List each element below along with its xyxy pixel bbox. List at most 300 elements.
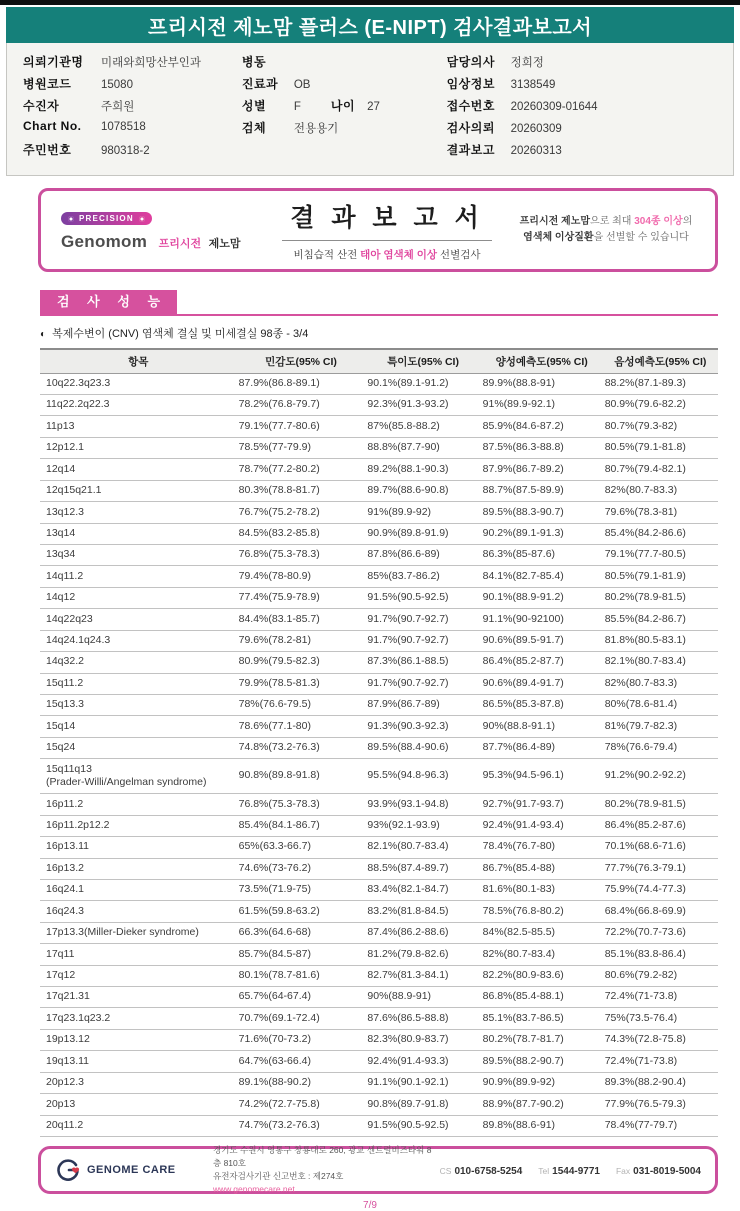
npv-cell: 74.3%(72.8-75.8) xyxy=(603,1029,718,1050)
ppv-cell: 90.2%(89.1-91.3) xyxy=(481,523,603,544)
col-header-ppv: 양성예측도(95% CI) xyxy=(481,349,603,374)
npv-cell: 80.7%(79.4-82.1) xyxy=(603,459,718,480)
specificity-cell: 90%(88.9-91) xyxy=(365,987,480,1008)
specificity-cell: 91.5%(90.5-92.5) xyxy=(365,1115,480,1136)
footer-address xyxy=(213,1144,440,1197)
ppv-cell: 90.9%(89.9-92) xyxy=(481,1072,603,1093)
ppv-cell: 91.1%(90-92100) xyxy=(481,609,603,630)
specificity-cell: 91.5%(90.5-92.5) xyxy=(365,587,480,608)
npv-cell: 78.4%(77-79.7) xyxy=(603,1115,718,1136)
info-field-label: 병동 xyxy=(241,55,267,69)
ppv-cell: 81.6%(80.1-83) xyxy=(481,879,603,900)
specificity-cell: 91.7%(90.7-92.7) xyxy=(365,609,480,630)
npv-cell: 80.5%(79.1-81.8) xyxy=(603,437,718,458)
table-row xyxy=(40,459,718,480)
region-cell: 14q32.2 xyxy=(40,652,237,673)
info-field-value: 미래와희망산부인과 xyxy=(101,57,201,69)
report-title: 결 과 보 고 서 xyxy=(282,198,492,241)
specificity-cell: 82.1%(80.7-83.4) xyxy=(365,837,480,858)
table-row xyxy=(40,502,718,523)
ppv-cell: 90%(88.8-91.1) xyxy=(481,716,603,737)
info-field-value: 15080 xyxy=(101,79,133,91)
footer-contacts xyxy=(440,1161,701,1179)
ppv-cell: 86.7%(85.4-88) xyxy=(481,858,603,879)
right-line1-pink: 304종 이상 xyxy=(634,216,683,227)
table-row xyxy=(40,566,718,587)
info-field-value: 3138549 xyxy=(510,79,556,91)
performance-table xyxy=(40,348,718,1137)
table-row xyxy=(40,609,718,630)
report-title-block xyxy=(263,198,511,262)
specificity-cell: 87.9%(86.7-89) xyxy=(365,694,480,715)
performance-table-body xyxy=(40,373,718,1136)
right-line1-bold: 프리시전 제노맘 xyxy=(519,216,591,227)
specificity-cell: 91.7%(90.7-92.7) xyxy=(365,630,480,651)
specificity-cell: 91%(89.9-92) xyxy=(365,502,480,523)
npv-cell: 91.2%(90.2-92.2) xyxy=(603,759,718,794)
table-row xyxy=(40,480,718,501)
specificity-cell: 90.1%(89.1-91.2) xyxy=(365,373,480,394)
ppv-cell: 89.5%(88.3-90.7) xyxy=(481,502,603,523)
sensitivity-cell: 64.7%(63-66.4) xyxy=(237,1051,366,1072)
sensitivity-cell: 76.8%(75.3-78.3) xyxy=(237,794,366,815)
npv-cell: 80.2%(78.9-81.5) xyxy=(603,794,718,815)
patient-info-col1 xyxy=(23,53,242,163)
patient-info-row xyxy=(23,75,242,97)
region-cell: 17q12 xyxy=(40,965,237,986)
top-border-bar xyxy=(0,0,740,5)
region-cell: 20p12.3 xyxy=(40,1072,237,1093)
npv-cell: 79.6%(78.3-81) xyxy=(603,502,718,523)
info-field-label: 나이 xyxy=(330,99,356,113)
col-header-npv: 음성예측도(95% CI) xyxy=(603,349,718,374)
patient-info-row xyxy=(242,75,447,97)
info-field-label: 수진자 xyxy=(23,99,60,113)
ppv-cell: 82.2%(80.9-83.6) xyxy=(481,965,603,986)
info-field-value: 전용용기 xyxy=(293,123,339,135)
footer-address-line1: 경기도 수원시 영통구 창룡대로 260, 광교 센트럴비즈타워 8층 810호 xyxy=(213,1144,432,1168)
npv-cell: 80.2%(78.9-81.5) xyxy=(603,587,718,608)
patient-info-row xyxy=(447,97,729,119)
patient-info-section xyxy=(6,43,734,176)
table-row xyxy=(40,794,718,815)
sensitivity-cell: 74.6%(73-76.2) xyxy=(237,858,366,879)
ppv-cell: 86.5%(85.3-87.8) xyxy=(481,694,603,715)
col-header-specificity: 특이도(95% CI) xyxy=(365,349,480,374)
ppv-cell: 90.6%(89.5-91.7) xyxy=(481,630,603,651)
region-cell: 14q12 xyxy=(40,587,237,608)
npv-cell: 68.4%(66.8-69.9) xyxy=(603,901,718,922)
region-cell: 15q13.3 xyxy=(40,694,237,715)
tel-label: Tel xyxy=(538,1166,550,1176)
region-cell: 16q24.1 xyxy=(40,879,237,900)
specificity-cell: 85%(83.7-86.2) xyxy=(365,566,480,587)
info-field-label: 결과보고 xyxy=(446,143,495,157)
info-field-value: 27 xyxy=(367,101,380,113)
table-row xyxy=(40,901,718,922)
sensitivity-cell: 84.5%(83.2-85.8) xyxy=(237,523,366,544)
precision-badge xyxy=(61,212,152,225)
patient-info-row xyxy=(242,53,447,75)
npv-cell: 77.9%(76.5-79.3) xyxy=(603,1094,718,1115)
ppv-cell: 80.2%(78.7-81.7) xyxy=(481,1029,603,1050)
fax-number: 031-8019-5004 xyxy=(633,1166,701,1177)
sensitivity-cell: 65%(63.3-66.7) xyxy=(237,837,366,858)
info-field-value: 980318-2 xyxy=(101,145,150,157)
sensitivity-cell: 80.3%(78.8-81.7) xyxy=(237,480,366,501)
ppv-cell: 87.7%(86.4-89) xyxy=(481,737,603,758)
region-cell: 14q22q23 xyxy=(40,609,237,630)
sensitivity-cell: 90.8%(89.8-91.8) xyxy=(237,759,366,794)
cs-number: 010-6758-5254 xyxy=(454,1166,523,1177)
info-field-label: Chart No. xyxy=(23,119,82,133)
report-subtitle-suffix: 선별검사 xyxy=(437,249,481,261)
info-field-label: 담당의사 xyxy=(446,55,495,69)
info-field-value: F xyxy=(293,101,301,113)
col-header-item: 항목 xyxy=(40,349,237,374)
table-row xyxy=(40,416,718,437)
ppv-cell: 95.3%(94.5-96.1) xyxy=(481,759,603,794)
specificity-cell: 83.2%(81.8-84.5) xyxy=(365,901,480,922)
npv-cell: 85.4%(84.2-86.6) xyxy=(603,523,718,544)
ppv-cell: 92.7%(91.7-93.7) xyxy=(481,794,603,815)
table-row xyxy=(40,1029,718,1050)
info-field-value: 주희원 xyxy=(101,101,135,113)
region-cell: 14q11.2 xyxy=(40,566,237,587)
ppv-cell: 92.4%(91.4-93.4) xyxy=(481,815,603,836)
info-field-value: 20260309-01644 xyxy=(510,101,598,113)
badge-dot-icon xyxy=(139,216,145,222)
section-title: 검 사 성 능 xyxy=(40,290,177,314)
table-note xyxy=(40,325,718,341)
region-cell: 17p13.3(Miller-Dieker syndrome) xyxy=(40,922,237,943)
banner-right-line2 xyxy=(511,230,701,246)
table-row xyxy=(40,587,718,608)
region-cell: 10q22.3q23.3 xyxy=(40,373,237,394)
patient-info-row xyxy=(447,141,729,163)
ppv-cell: 85.9%(84.6-87.2) xyxy=(481,416,603,437)
specificity-cell: 95.5%(94.8-96.3) xyxy=(365,759,480,794)
patient-info-col3 xyxy=(447,53,729,163)
report-subtitle xyxy=(263,247,511,262)
sensitivity-cell: 73.5%(71.9-75) xyxy=(237,879,366,900)
sensitivity-cell: 65.7%(64-67.4) xyxy=(237,987,366,1008)
sensitivity-cell: 78.5%(77-79.9) xyxy=(237,437,366,458)
right-line2-bold: 염색체 이상질환 xyxy=(523,232,594,243)
npv-cell: 82%(80.7-83.3) xyxy=(603,480,718,501)
info-field-label: 진료과 xyxy=(241,77,279,91)
sensitivity-cell: 71.6%(70-73.2) xyxy=(237,1029,366,1050)
npv-cell: 81%(79.7-82.3) xyxy=(603,716,718,737)
footer-tel xyxy=(538,1161,600,1179)
region-cell: 16p13.11 xyxy=(40,837,237,858)
npv-cell: 80%(78.6-81.4) xyxy=(603,694,718,715)
info-field-label: 의뢰기관명 xyxy=(23,55,84,69)
info-field-value: 정희정 xyxy=(510,57,544,69)
table-row xyxy=(40,944,718,965)
banner-right-line1 xyxy=(511,214,701,230)
ppv-cell: 84.1%(82.7-85.4) xyxy=(481,566,603,587)
specificity-cell: 82.3%(80.9-83.7) xyxy=(365,1029,480,1050)
precision-badge-label: PRECISION xyxy=(79,214,134,223)
brand-logo-text: Genomom xyxy=(61,231,148,251)
ppv-cell: 86.3%(85-87.6) xyxy=(481,544,603,565)
region-cell: 15q24 xyxy=(40,737,237,758)
sensitivity-cell: 85.4%(84.1-86.7) xyxy=(237,815,366,836)
specificity-cell: 87.6%(86.5-88.8) xyxy=(365,1008,480,1029)
table-row xyxy=(40,544,718,565)
ppv-cell: 88.9%(87.7-90.2) xyxy=(481,1094,603,1115)
sensitivity-cell: 79.1%(77.7-80.6) xyxy=(237,416,366,437)
region-cell: 16p11.2 xyxy=(40,794,237,815)
info-field-value: 1078518 xyxy=(101,121,146,133)
region-cell: 16q24.3 xyxy=(40,901,237,922)
npv-cell: 86.4%(85.2-87.6) xyxy=(603,815,718,836)
sensitivity-cell: 79.9%(78.5-81.3) xyxy=(237,673,366,694)
specificity-cell: 91.1%(90.1-92.1) xyxy=(365,1072,480,1093)
info-field-label: 성별 xyxy=(241,99,267,113)
table-row xyxy=(40,630,718,651)
info-field-value: OB xyxy=(293,79,311,91)
region-cell: 13q14 xyxy=(40,523,237,544)
sensitivity-cell: 66.3%(64.6-68) xyxy=(237,922,366,943)
table-row xyxy=(40,694,718,715)
sensitivity-cell: 84.4%(83.1-85.7) xyxy=(237,609,366,630)
region-cell: 17q11 xyxy=(40,944,237,965)
npv-cell: 80.6%(79.2-82) xyxy=(603,965,718,986)
sensitivity-cell: 74.2%(72.7-75.8) xyxy=(237,1094,366,1115)
specificity-cell: 88.5%(87.4-89.7) xyxy=(365,858,480,879)
info-field-label: 접수번호 xyxy=(446,99,495,113)
npv-cell: 80.5%(79.1-81.9) xyxy=(603,566,718,587)
sensitivity-cell: 78.2%(76.8-79.7) xyxy=(237,395,366,416)
patient-info-row xyxy=(447,119,729,141)
table-row xyxy=(40,716,718,737)
table-row xyxy=(40,673,718,694)
npv-cell: 72.2%(70.7-73.6) xyxy=(603,922,718,943)
table-row xyxy=(40,737,718,758)
npv-cell: 80.7%(79.3-82) xyxy=(603,416,718,437)
banner-right-note xyxy=(511,214,701,246)
npv-cell: 85.5%(84.2-86.7) xyxy=(603,609,718,630)
right-line2-end: 을 선별할 수 있습니다 xyxy=(593,232,689,243)
brand-kr-pink: 프리시전 xyxy=(158,237,202,250)
footer-address-line2: 유전자검사기관 신고번호 : 제274호 xyxy=(213,1171,344,1181)
right-line1-end: 의 xyxy=(682,216,693,227)
table-row xyxy=(40,437,718,458)
sensitivity-cell: 79.4%(78-80.9) xyxy=(237,566,366,587)
ppv-cell: 86.4%(85.2-87.7) xyxy=(481,652,603,673)
patient-info-row xyxy=(447,75,729,97)
brand-line xyxy=(61,232,263,252)
npv-cell: 82%(80.7-83.3) xyxy=(603,673,718,694)
region-cell: 12q14 xyxy=(40,459,237,480)
specificity-cell: 87.4%(86.2-88.6) xyxy=(365,922,480,943)
ppv-cell: 91%(89.9-92.1) xyxy=(481,395,603,416)
ppv-cell: 84%(82.5-85.5) xyxy=(481,922,603,943)
page-number: 7/9 xyxy=(363,1200,377,1211)
region-cell: 19q13.11 xyxy=(40,1051,237,1072)
region-cell: 20p13 xyxy=(40,1094,237,1115)
badge-dot-icon xyxy=(68,216,74,222)
genomecare-logo xyxy=(55,1157,213,1183)
table-row xyxy=(40,1051,718,1072)
patient-info-row xyxy=(23,53,242,75)
ppv-cell: 78.5%(76.8-80.2) xyxy=(481,901,603,922)
specificity-cell: 89.2%(88.1-90.3) xyxy=(365,459,480,480)
sensitivity-cell: 74.8%(73.2-76.3) xyxy=(237,737,366,758)
table-row xyxy=(40,987,718,1008)
sensitivity-cell: 74.7%(73.2-76.3) xyxy=(237,1115,366,1136)
brand-kr-dark: 제노맘 xyxy=(208,237,241,250)
specificity-cell: 82.7%(81.3-84.1) xyxy=(365,965,480,986)
sensitivity-cell: 76.8%(75.3-78.3) xyxy=(237,544,366,565)
specificity-cell: 91.7%(90.7-92.7) xyxy=(365,673,480,694)
col-header-sensitivity: 민감도(95% CI) xyxy=(237,349,366,374)
specificity-cell: 81.2%(79.8-82.6) xyxy=(365,944,480,965)
info-field-label: 검체 xyxy=(241,121,267,135)
fax-label: Fax xyxy=(615,1166,631,1176)
region-cell: 11p13 xyxy=(40,416,237,437)
specificity-cell: 87.8%(86.6-89) xyxy=(365,544,480,565)
table-row xyxy=(40,1094,718,1115)
page-title: 프리시전 제노맘 플러스 (E-NIPT) 검사결과보고서 xyxy=(147,16,593,39)
info-field-label: 병원코드 xyxy=(23,77,72,91)
ppv-cell: 89.5%(88.2-90.7) xyxy=(481,1051,603,1072)
region-cell: 13q34 xyxy=(40,544,237,565)
npv-cell: 75.9%(74.4-77.3) xyxy=(603,879,718,900)
info-field-label: 임상정보 xyxy=(446,77,495,91)
region-cell: 16p13.2 xyxy=(40,858,237,879)
sensitivity-cell: 77.4%(75.9-78.9) xyxy=(237,587,366,608)
report-subtitle-highlight: 태아 염색체 이상 xyxy=(360,249,438,261)
ppv-cell: 78.4%(76.7-80) xyxy=(481,837,603,858)
region-cell: 19p13.12 xyxy=(40,1029,237,1050)
sensitivity-cell: 80.9%(79.5-82.3) xyxy=(237,652,366,673)
sensitivity-cell: 78.7%(77.2-80.2) xyxy=(237,459,366,480)
patient-info-row xyxy=(23,141,242,163)
ppv-cell: 88.7%(87.5-89.9) xyxy=(481,480,603,501)
npv-cell: 89.3%(88.2-90.4) xyxy=(603,1072,718,1093)
specificity-cell: 90.9%(89.8-91.9) xyxy=(365,523,480,544)
ppv-cell: 86.8%(85.4-88.1) xyxy=(481,987,603,1008)
table-row xyxy=(40,373,718,394)
specificity-cell: 93.9%(93.1-94.8) xyxy=(365,794,480,815)
sensitivity-cell: 78.6%(77.1-80) xyxy=(237,716,366,737)
footer-cs xyxy=(440,1161,523,1179)
table-row xyxy=(40,922,718,943)
specificity-cell: 89.5%(88.4-90.6) xyxy=(365,737,480,758)
npv-cell: 79.1%(77.7-80.5) xyxy=(603,544,718,565)
npv-cell: 77.7%(76.3-79.1) xyxy=(603,858,718,879)
specificity-cell: 87%(85.8-88.2) xyxy=(365,416,480,437)
ppv-cell: 90.6%(89.4-91.7) xyxy=(481,673,603,694)
npv-cell: 85.1%(83.8-86.4) xyxy=(603,944,718,965)
table-row xyxy=(40,1072,718,1093)
region-cell: 17q23.1q23.2 xyxy=(40,1008,237,1029)
npv-cell: 82.1%(80.7-83.4) xyxy=(603,652,718,673)
specificity-cell: 88.8%(87.7-90) xyxy=(365,437,480,458)
specificity-cell: 92.3%(91.3-93.2) xyxy=(365,395,480,416)
region-cell: 15q11q13 (Prader-Willi/Angelman syndrome) xyxy=(40,759,237,794)
region-cell-line2: (Prader-Willi/Angelman syndrome) xyxy=(46,776,207,789)
region-cell: 11q22.2q22.3 xyxy=(40,395,237,416)
table-row xyxy=(40,837,718,858)
ppv-cell: 85.1%(83.7-86.5) xyxy=(481,1008,603,1029)
patient-info-row xyxy=(242,97,447,119)
genomecare-logo-icon xyxy=(55,1157,81,1183)
specificity-cell: 92.4%(91.4-93.3) xyxy=(365,1051,480,1072)
sensitivity-cell: 87.9%(86.8-89.1) xyxy=(237,373,366,394)
region-cell: 12p12.1 xyxy=(40,437,237,458)
result-report-banner xyxy=(38,188,718,272)
table-row xyxy=(40,815,718,836)
npv-cell: 72.4%(71-73.8) xyxy=(603,1051,718,1072)
npv-cell: 70.1%(68.6-71.6) xyxy=(603,837,718,858)
footer-fax xyxy=(616,1161,701,1179)
npv-cell: 88.2%(87.1-89.3) xyxy=(603,373,718,394)
patient-info-row xyxy=(23,97,242,119)
region-cell: 17q21.31 xyxy=(40,987,237,1008)
footer-website: www.genomecare.net xyxy=(213,1184,295,1195)
table-row xyxy=(40,965,718,986)
region-cell: 12q15q21.1 xyxy=(40,480,237,501)
table-row xyxy=(40,652,718,673)
sensitivity-cell: 80.1%(78.7-81.6) xyxy=(237,965,366,986)
half-circle-icon: ◐ xyxy=(40,328,47,340)
sensitivity-cell: 61.5%(59.8-63.2) xyxy=(237,901,366,922)
report-subtitle-prefix: 비침습적 산전 xyxy=(293,249,361,261)
table-row xyxy=(40,1008,718,1029)
specificity-cell: 93%(92.1-93.9) xyxy=(365,815,480,836)
table-row xyxy=(40,523,718,544)
region-cell: 14q24.1q24.3 xyxy=(40,630,237,651)
specificity-cell: 83.4%(82.1-84.7) xyxy=(365,879,480,900)
sensitivity-cell: 89.1%(88-90.2) xyxy=(237,1072,366,1093)
specificity-cell: 90.8%(89.7-91.8) xyxy=(365,1094,480,1115)
npv-cell: 75%(73.5-76.4) xyxy=(603,1008,718,1029)
info-field-label: 검사의뢰 xyxy=(446,121,495,135)
sensitivity-cell: 79.6%(78.2-81) xyxy=(237,630,366,651)
ppv-cell: 90.1%(88.9-91.2) xyxy=(481,587,603,608)
table-row xyxy=(40,1115,718,1136)
npv-cell: 80.9%(79.6-82.2) xyxy=(603,395,718,416)
sensitivity-cell: 78%(76.6-79.5) xyxy=(237,694,366,715)
specificity-cell: 91.3%(90.3-92.3) xyxy=(365,716,480,737)
npv-cell: 72.4%(71-73.8) xyxy=(603,987,718,1008)
region-cell: 15q11.2 xyxy=(40,673,237,694)
table-note-text: 복제수변이 (CNV) 염색체 결실 및 미세결실 98종 - 3/4 xyxy=(52,327,309,340)
report-header-banner xyxy=(6,7,734,43)
table-row xyxy=(40,759,718,794)
patient-info-col2 xyxy=(242,53,447,163)
table-row xyxy=(40,879,718,900)
specificity-cell: 89.7%(88.6-90.8) xyxy=(365,480,480,501)
section-header-bar xyxy=(40,290,718,316)
cs-label: CS xyxy=(439,1166,452,1176)
ppv-cell: 87.9%(86.7-89.2) xyxy=(481,459,603,480)
ppv-cell: 89.9%(88.8-91) xyxy=(481,373,603,394)
npv-cell: 78%(76.6-79.4) xyxy=(603,737,718,758)
table-row xyxy=(40,858,718,879)
ppv-cell: 89.8%(88.6-91) xyxy=(481,1115,603,1136)
right-line1-mid: 으로 최대 xyxy=(590,216,635,227)
tel-number: 1544-9771 xyxy=(552,1166,600,1177)
footer-box xyxy=(38,1146,718,1194)
table-row xyxy=(40,395,718,416)
info-field-value: 20260313 xyxy=(510,145,562,157)
brand-block xyxy=(55,209,263,252)
